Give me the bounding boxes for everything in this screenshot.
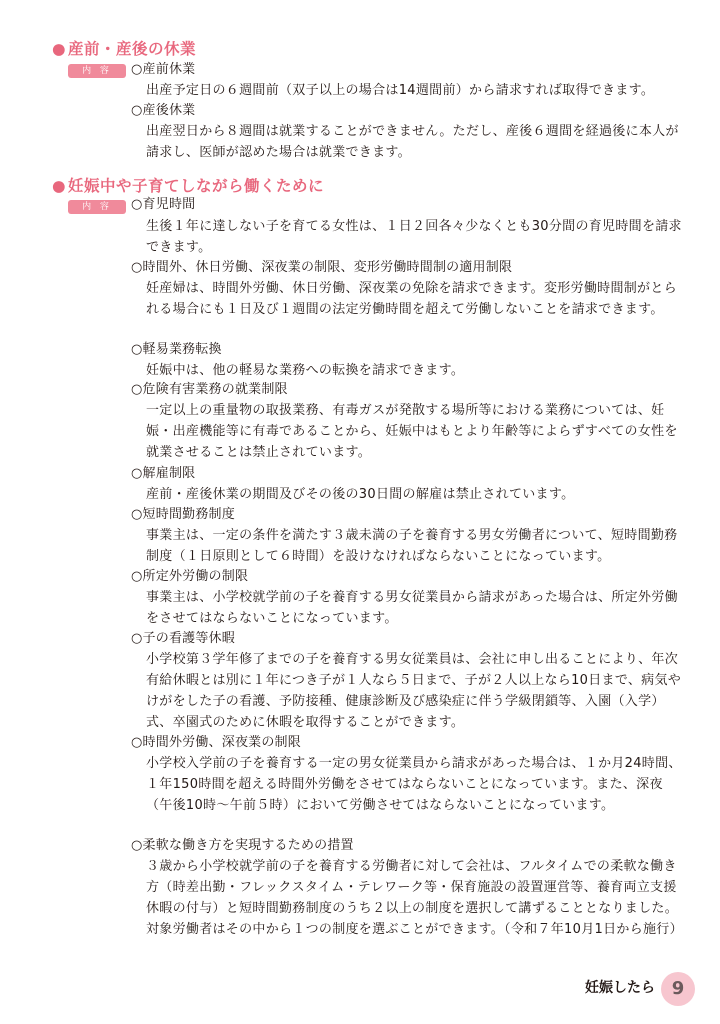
item-title: ○軽易業務転換 <box>131 342 222 357</box>
item-title: ○短時間勤務制度 <box>131 507 235 522</box>
bullet-icon: ● <box>52 40 67 58</box>
item-body: 小学校入学前の子を養育する一定の男女従業員から請求があった場合は、１か月24時間、１年150時間を超える時間外労働をさせてはならないことになっています。また、深夜（午後10時〜午前５時）において労働させてはならないことになっています。 <box>146 756 682 813</box>
item-body: 事業主は、一定の条件を満たす３歳未満の子を養育する男女労働者について、短時間勤務制度（１日原則として６時間）を設けなければならないことになっています。 <box>146 528 678 564</box>
item-body: 事業主は、小学校就学前の子を養育する男女従業員から請求があった場合は、所定外労働をさせてはならないことになっています。 <box>146 590 678 626</box>
footer-label: 妊娠したら <box>585 980 655 996</box>
item-body: 一定以上の重量物の取扱業務、有毒ガスが発散する場所等における業務については、妊娠・出産機能等に有毒であることから、妊娠中はもとより年齢等によらずすべての女性を就業させることは禁止されています。 <box>146 403 678 460</box>
item-body: 出産翌日から８週間は就業することができません。ただし、産後６週間を経過後に本人が請求し、医師が認めた場合は就業できます。 <box>146 124 679 160</box>
item-title: ○危険有害業務の就業制限 <box>131 382 288 397</box>
item-body: 妊娠中は、他の軽易な業務への転換を請求できます。 <box>146 363 465 378</box>
item-title: ○子の看護等休暇 <box>131 631 235 646</box>
page-number: 9 <box>661 972 695 1006</box>
item-title: ○時間外、休日労働、深夜業の制限、変形労働時間制の適用制限 <box>131 260 513 275</box>
item-body: ３歳から小学校就学前の子を養育する労働者に対して会社は、フルタイムでの柔軟な働き方（時差出勤・フレックスタイム・テレワーク等・保育施設の設置運営等、養育両立支援休暇の付与）と短時間勤務制度のうち２以上の制度を選択して講ずることとなりました。対象労働者はその中から１つの制度を選ぶことができます。（令和７年10月1日から施行） <box>146 859 683 937</box>
item-title: ○解雇制限 <box>131 466 196 481</box>
item-title: ○産前休業 <box>131 62 196 77</box>
section-heading-text: 産前・産後の休業 <box>68 40 197 58</box>
item-title: ○所定外労働の制限 <box>131 569 249 584</box>
item-body: 小学校第３学年修了までの子を養育する男女従業員は、会社に申し出ることにより、年次有給休暇とは別に１年につき子が１人なら５日まで、子が２人以上なら10日まで、病気やけがをした子の看護、予防接種、健康診断及び感染症に伴う学級閉鎖等、入園（入学）式、卒園式のために休暇を取得することができます。 <box>146 652 682 730</box>
section-heading-maternity-leave <box>52 37 196 59</box>
item-body: 妊産婦は、時間外労働、休日労働、深夜業の免除を請求できます。変形労働時間制がとられる場合にも１日及び１週間の法定労働時間を超えて労働しないことを請求できます。 <box>146 281 677 317</box>
bullet-icon: ● <box>52 177 67 195</box>
item-body: 生後１年に達しない子を育てる女性は、１日２回各々少なくとも30分間の育児時間を請求できます。 <box>146 219 682 255</box>
item-body: 出産予定日の６週間前（双子以上の場合は14週間前）から請求すれば取得できます。 <box>146 83 655 98</box>
item-title: ○産後休業 <box>131 103 196 118</box>
content-badge: 内 容 <box>68 64 126 78</box>
section-heading-working-while-pregnant <box>52 174 324 196</box>
item-body: 産前・産後休業の期間及びその後の30日間の解雇は禁止されています。 <box>146 487 575 502</box>
item-title: ○柔軟な働き方を実現するための措置 <box>131 838 354 853</box>
item-title: ○時間外労働、深夜業の制限 <box>131 735 301 750</box>
content-badge: 内 容 <box>68 200 126 214</box>
section-heading-text: 妊娠中や子育てしながら働くために <box>68 177 325 195</box>
item-title: ○育児時間 <box>131 197 196 212</box>
